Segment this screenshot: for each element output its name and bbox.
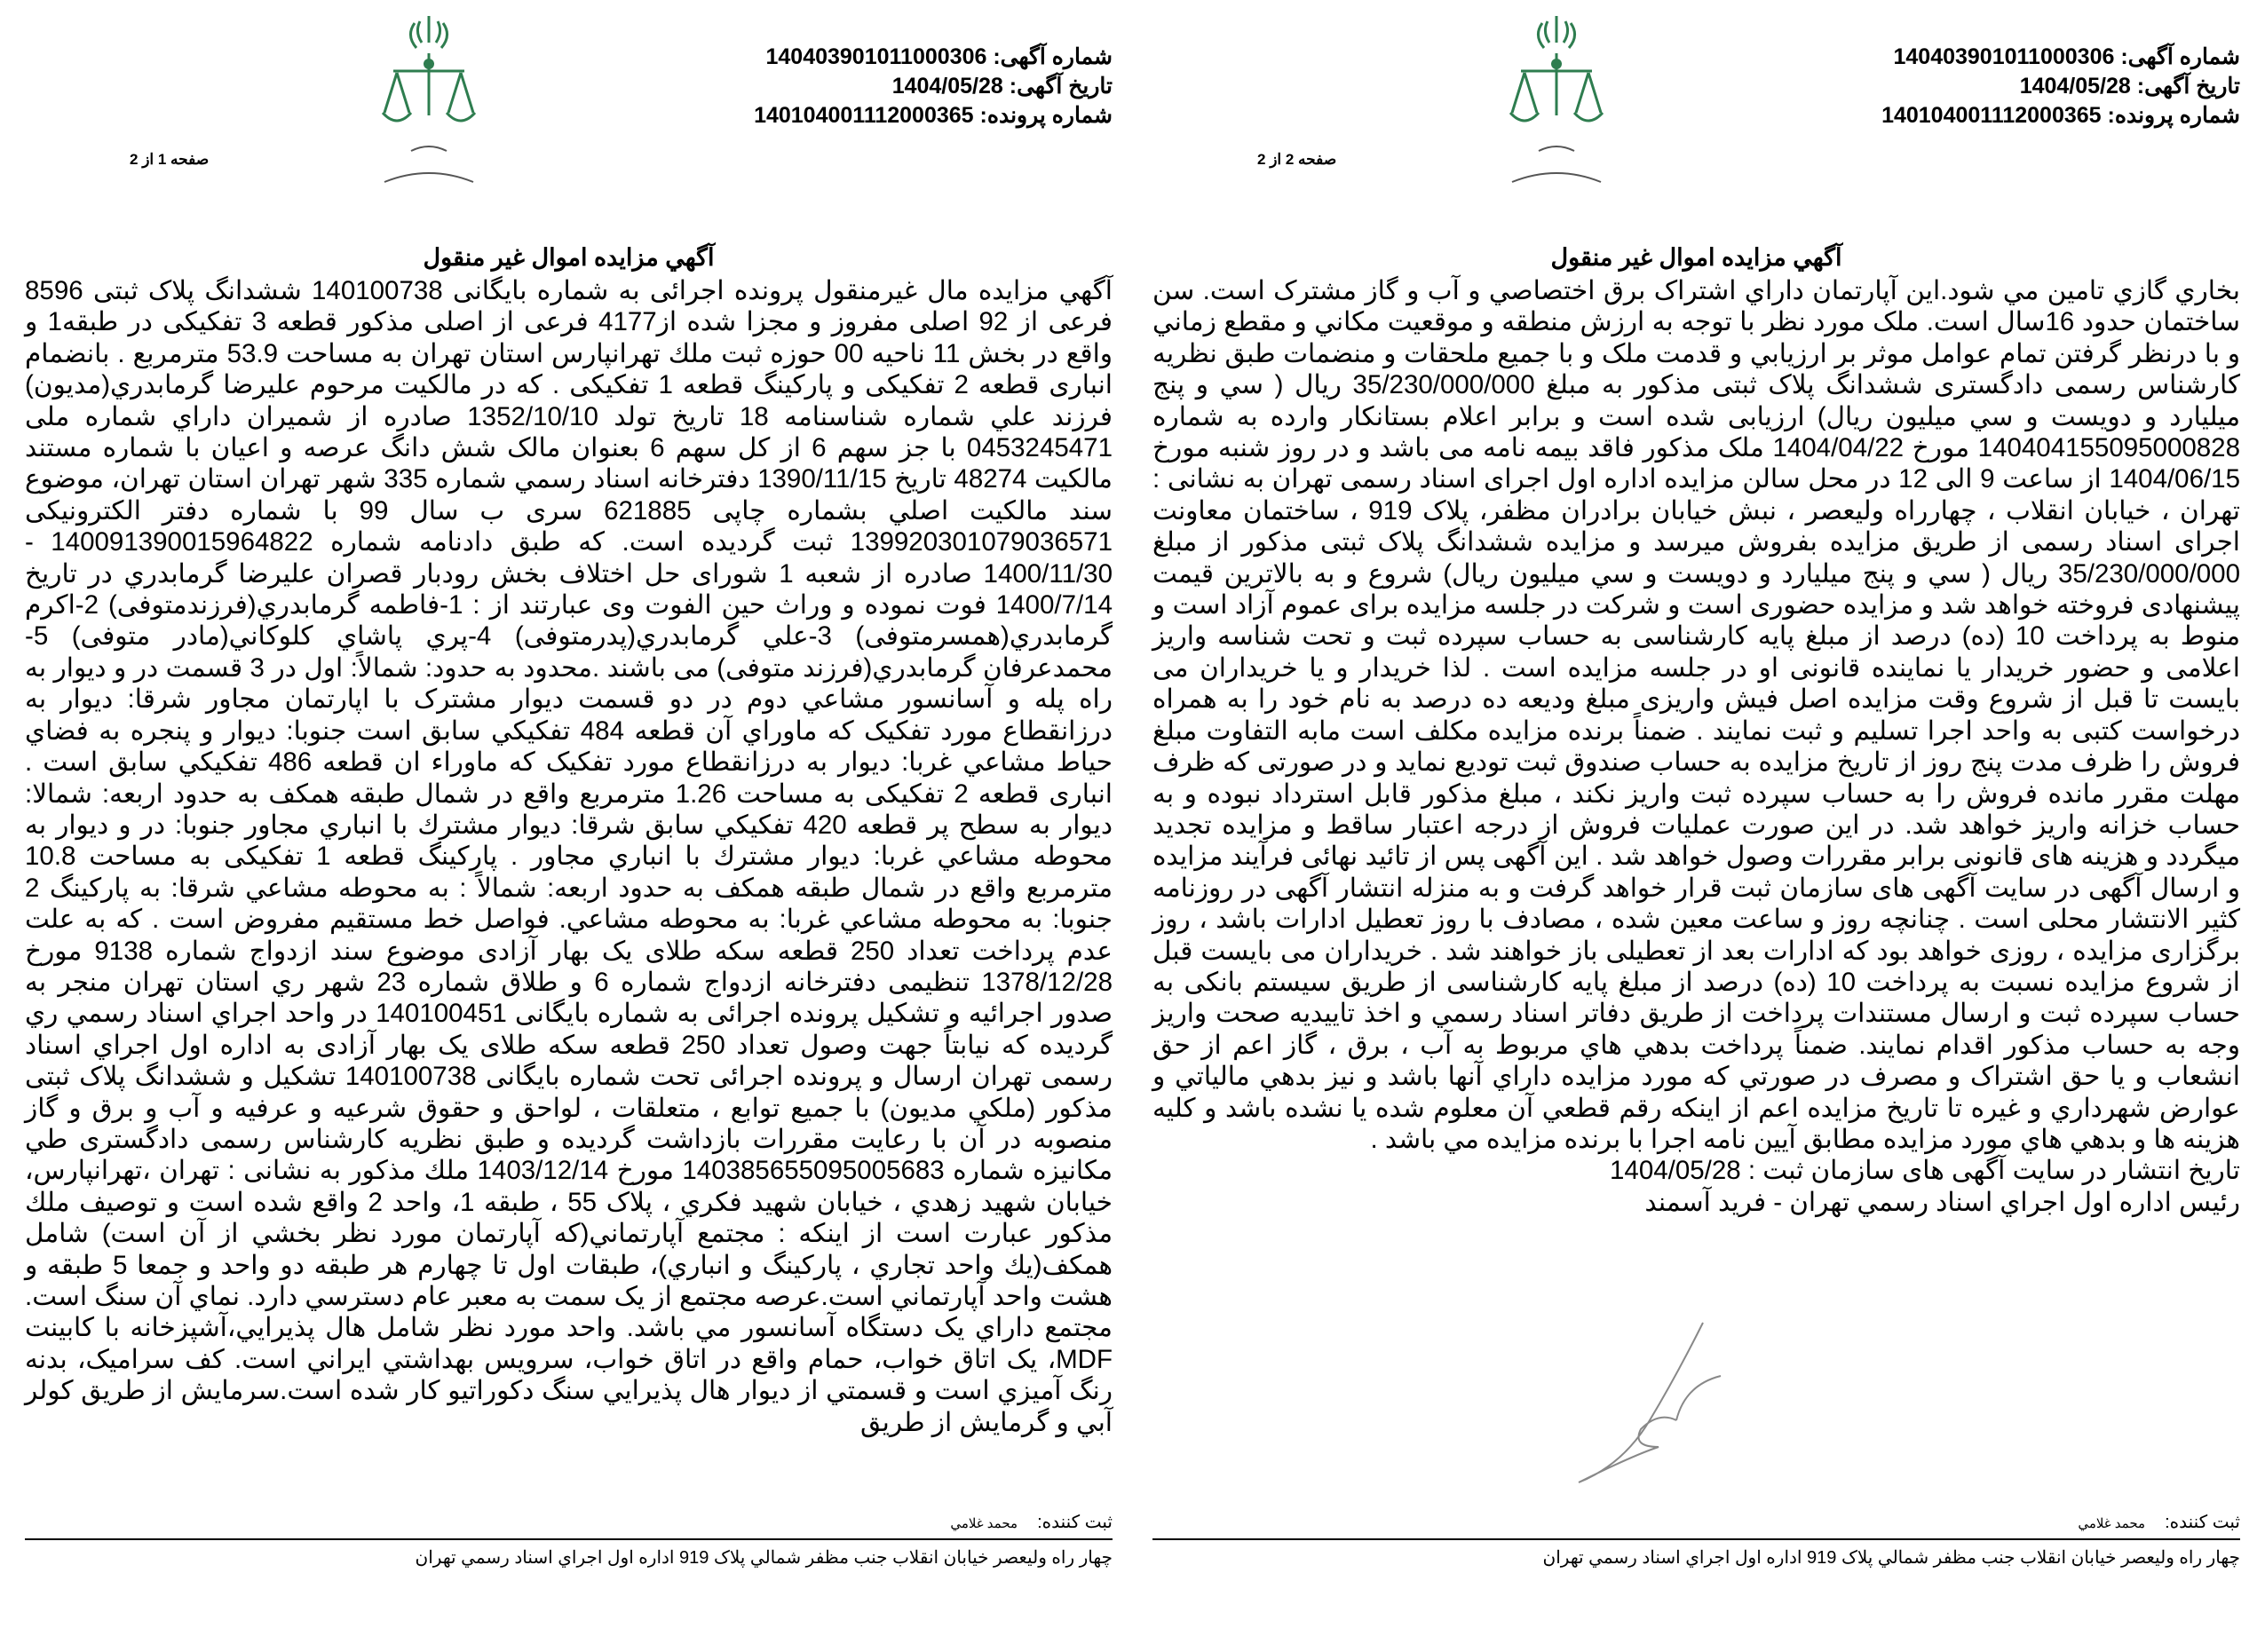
ad-meta — [754, 43, 1113, 130]
ad-date-label: تاریخ آگهی: — [2136, 74, 2240, 99]
page-number: صفحه 2 از 2 — [1257, 151, 1337, 168]
ad-number-label: شماره آگهی: — [2120, 44, 2240, 69]
ad-meta — [1881, 43, 2240, 130]
footer-divider — [25, 1538, 1113, 1540]
body-text: بخاري گازي تامين مي شود.اين آپارتمان داراي اشتراک برق اختصاصي و آب و گاز مشترک است. سن ساختمان حدود 16سال است. ملک مورد نظر با توجه به ارزش منطقه و موقعيت مکاني و مقطع زماني و با درنظر گرفتن تمام عوامل موثر بر ارزيابي و قدمت ملک و با جميع ملحقات و منضمات طبق نظريه کارشناس رسمی دادگستری ششدانگ پلاک ثبتی مذکور به مبلغ 35/230/000/000 ريال ( سي و پنج ميليارد و دويست و سي ميليون ريال) ارزيابی شده است و برابر اعلام بستانکار وارده به شماره 140404155095000828 مورخ 1404/04/22 ملک مذکور فاقد بیمه نامه می باشد و در روز شنبه مورخ 1404/06/15 از ساعت 9 الی 12 در محل سالن مزایده اداره اول اجرای اسناد رسمی تهران به نشانی : تهران ، خیابان انقلاب ، چهارراه ولیعصر ، نبش خیابان برادران مظفر، پلاک 919 ، ساختمان معاونت اجرای اسناد رسمی از طریق مزایده بفروش میرسد و مزایده ششدانگ پلاک ثبتی مذکور از مبلغ 35/230/000/000 ريال ( سي و پنج ميليارد و دويست و سي ميليون ريال) شروع و به بالاترین قیمت پیشنهادی فروخته خواهد شد و مزایده حضوری است و شرکت در جلسه مزایده برای عموم آزاد است و منوط به پرداخت 10 (ده) درصد از مبلغ پایه کارشناسی به حساب سپرده ثبت و تحت شناسه واریز اعلامی و حضور خریدار یا نماینده قانونی او در جلسه مزایده است . لذا خریدار و یا خریداران می بایست تا قبل از شروع وقت مزایده اصل فیش واریزی مبلغ ودیعه ده درصد به نام خود را به همراه درخواست کتبی به واحد اجرا تسلیم و ثبت نمایند . ضمناً برنده مزایده مکلف است مابه التفاوت مبلغ فروش را ظرف مدت پنج روز از تاریخ مزایده به حساب صندوق ثبت تودیع نماید و در صورتی که ظرف مهلت مقرر مانده فروش را به حساب سپرده ثبت واریز نکند ، مبلغ مذکور قابل استرداد نبوده و به حساب خزانه واریز خواهد شد. در این صورت عملیات فروش از درجه اعتبار ساقط و مزایده تجدید میگردد و هزینه های قانونی برابر مقررات وصول خواهد شد . این آگهی پس از تائید نهائی فرآیند مزایده و ارسال آگهی در سایت آگهی های سازمان ثبت قرار خواهد گرفت و به منزله انتشار آگهی در روزنامه کثیر الانتشار محلی است . چنانچه روز و ساعت معین شده ، مصادف با روز تعطیل ادارات باشد ، روز برگزاری مزایده ، روزی خواهد بود که ادارات بعد از تعطیلی باز خواهند شد . خریداران می بایست قبل از شروع مزایده نسبت به پرداخت 10 (ده) درصد از مبلغ پایه کارشناسی از طریق سیستم بانکی به حساب سپرده ثبت و ارسال مستندات پرداخت از طریق دفاتر اسناد رسمي و اخذ تاییدیه صحت واریز وجه به حساب مذکور اقدام نمایند. ضمناً پرداخت بدهي هاي مربوط به آب ، برق ، گاز اعم از حق انشعاب و يا حق اشتراک و مصرف در صورتي که مورد مزايده داراي آنها باشد و نيز بدهي مالياتي و عوارض شهرداري و غيره تا تاريخ مزايده اعم از اينکه رقم قطعي آن معلوم شده يا نشده باشد و کليه هزينه ها و بدهي هاي مورد مزايده مطابق آيين نامه اجرا با برنده مزايده مي باشد . — [1152, 276, 2241, 1154]
document-body — [1152, 275, 2240, 1218]
case-number-label: شماره پرونده: — [979, 103, 1113, 128]
judiciary-emblem-icon — [358, 9, 500, 204]
document-title: آگهي مزايده اموال غير منقول — [1550, 244, 1842, 271]
ad-date: 1404/05/28 — [891, 74, 1003, 99]
page-number: صفحه 1 از 2 — [130, 151, 210, 168]
case-number: 140104001112000365 — [1881, 103, 2102, 128]
document-page-2 — [1152, 0, 2240, 1652]
ad-number: 140403901011000306 — [765, 44, 987, 69]
signature-icon — [1570, 1314, 1730, 1491]
judiciary-emblem-icon — [1485, 9, 1627, 204]
case-number-label: شماره پرونده: — [2107, 103, 2240, 128]
ad-date-row — [1881, 72, 2240, 101]
registrar-label: ثبت کننده: — [1037, 1513, 1113, 1532]
case-number-row — [1881, 101, 2240, 130]
registrar-label: ثبت کننده: — [2165, 1513, 2240, 1532]
document-title: آگهي مزايده اموال غير منقول — [423, 244, 715, 271]
signer-line: رئیس اداره اول اجراي اسناد رسمي تهران - فريد آسمند — [1644, 1187, 2240, 1217]
registrar-name: محمد غلامي — [950, 1516, 1018, 1531]
registrar — [2078, 1511, 2240, 1533]
ad-date: 1404/05/28 — [2019, 74, 2131, 99]
document-body — [25, 275, 1113, 1438]
ad-number-row — [754, 43, 1113, 72]
document-page-1 — [25, 0, 1113, 1652]
case-number: 140104001112000365 — [754, 103, 974, 128]
body-text: آگهي مزايده مال غيرمنقول پرونده اجرائی به شماره بایگانی 140100738 ششدانگ پلاک ثبتی 8596 فرعی از 92 اصلی مفروز و مجزا شده از4177 فرعی از اصلی مذکور قطعه 3 تفکیکی در طبقه1 و واقع در بخش 11 ناحیه 00 حوزه ثبت ملك تهرانپارس استان تهران به مساحت 53.9 مترمربع . بانضمام انباری قطعه 2 تفکیکی و پارکینگ قطعه 1 تفکیکی . که در مالکیت مرحوم علیرضا گرمابدري(مدیون) فرزند علي شماره شناسنامه 18 تاريخ تولد 1352/10/10 صادره از شميران داراي شماره ملی 0453245471 با جز سهم 6 از کل سهم 6 بعنوان مالک شش دانگ عرصه و اعیان با شماره مستند مالکيت 48274 تاريخ 1390/11/15 دفترخانه اسناد رسمي شماره 335 شهر تهران استان تهران، موضوع سند مالکيت اصلي بشماره چاپی 621885 سری ب سال 99 با شماره دفتر الکترونیکی 139920301079036571 ثبت گردیده است. که طبق دادنامه شماره 140091390015964822 - 1400/11/30 صادره از شعبه 1 شورای حل اختلاف بخش رودبار قصران عليرضا گرمابدري در تاريخ 1400/7/14 فوت نموده و وراث حین الفوت وی عبارتند از : 1-فاطمه گرمابدري(فرزندمتوفی) 2-اکرم گرمابدري(همسرمتوفی) 3-علي گرمابدري(پدرمتوفی) 4-پري پاشاي کلوکاني(مادر متوفی) 5-محمدعرفان گرمابدري(فرزند متوفی) می باشند .محدود به حدود: شمالاً: اول در 3 قسمت در و ديوار به راه پله و آسانسور مشاعي دوم در دو قسمت ديوار مشترک با اپارتمان مجاور شرقا: ديوار به درزانقطاع مورد تفکيک که ماوراي آن قطعه 484 تفکيكي سابق است جنوبا: ديوار و پنجره به فضاي حياط مشاعي غربا: ديوار به درزانقطاع مورد تفکيک كه ماوراء ان قطعه 486 تفکيكي سابق است . انباری قطعه 2 تفکیکی به مساحت 1.26 مترمربع واقع در شمال طبقه همکف به حدود اربعه: شمالا: ديوار به سطح پر قطعه 420 تفکيکي سابق شرقا: ديوار مشترك با انباري مجاور جنوبا: در و ديوار به محوطه مشاعي غربا: ديوار مشترك با انباري مجاور . پارکینگ قطعه 1 تفکیکی به مساحت 10.8 مترمربع واقع در شمال طبقه همکف به حدود اربعه: شمالاً : به محوطه مشاعي شرقا: به پارکينگ 2 جنوبا: به محوطه مشاعي غربا: به محوطه مشاعي. فواصل خط مستقيم مفروض است . که به علت عدم پرداخت تعداد 250 قطعه سکه طلای یک بهار آزادی موضوع سند ازدواج شماره 9138 مورخ 1378/12/28 تنظیمی دفترخانه ازدواج شماره 6 و طلاق شماره 23 شهر ري استان تهران منجر به صدور اجرائیه و تشکیل پرونده اجرائی به شماره بایگانی 140100451 در واحد اجراي اسناد رسمي ري گرديده كه نيابتاً جهت وصول تعداد 250 قطعه سکه طلای یک بهار آزادی به اداره اول اجراي اسناد رسمی تهران ارسال و پرونده اجرائی تحت شماره بایگانی 140100738 تشکیل و ششدانگ پلاک ثبتی مذکور (ملکي مديون) با جميع توابع ، متعلقات ، لواحق و حقوق شرعيه و عرفيه و آب و برق و گاز منصوبه در آن با رعايت مقررات بازداشت گرديده و طبق نظريه کارشناس رسمی دادگستری طي مكانيزه شماره 140385655095005683 مورخ 1403/12/14 ملك مذكور به نشانی : تهران ،تهرانپارس، خيابان شهيد زهدي ، خيابان شهيد فكري ، پلاک 55 ، طبقه 1، واحد 2 واقع شده است و توصيف ملك مذكور عبارت است از اينكه : مجتمع آپارتماني(كه آپارتمان مورد نظر بخشي از آن است) شامل همكف(يك واحد تجاري ، پاركينگ و انباري)، طبقات اول تا چهارم هر طبقه دو واحد و جمعا 5 طبقه و هشت واحد آپارتماني است.عرصه مجتمع از يک سمت به معبر عام دسترسي دارد. نماي آن سنگ است. مجتمع داراي يک دستگاه آسانسور مي باشد. واحد مورد نظر شامل هال پذيرايي،آشپزخانه با کابينت MDF، يک اتاق خواب، حمام واقع در اتاق خواب، سرويس بهداشتي ايراني است. کف سراميک، بدنه رنگ آميزي است و قسمتي از ديوار هال پذيرايي سنگ دکوراتيو کار شده است.سرمايش از طريق کولر آبي و گرمايش از طريق — [25, 276, 1113, 1437]
footer-divider — [1152, 1538, 2240, 1540]
ad-number-label: شماره آگهی: — [993, 44, 1113, 69]
ad-number: 140403901011000306 — [1893, 44, 2115, 69]
ad-date-label: تاریخ آگهی: — [1009, 74, 1113, 99]
publish-date-line: تاریخ انتشار در سایت آگهی های سازمان ثبت : 1404/05/28 — [1610, 1156, 2240, 1186]
office-address: چهار راه وليعصر خيابان انقلاب جنب مظفر شمالي پلاک 919 اداره اول اجراي اسناد رسمي تهران — [1542, 1548, 2240, 1568]
ad-date-row — [754, 72, 1113, 101]
ad-number-row — [1881, 43, 2240, 72]
registrar — [950, 1511, 1113, 1533]
registrar-name: محمد غلامي — [2078, 1516, 2146, 1531]
case-number-row — [754, 101, 1113, 130]
office-address: چهار راه وليعصر خيابان انقلاب جنب مظفر شمالي پلاک 919 اداره اول اجراي اسناد رسمي تهران — [415, 1548, 1113, 1568]
